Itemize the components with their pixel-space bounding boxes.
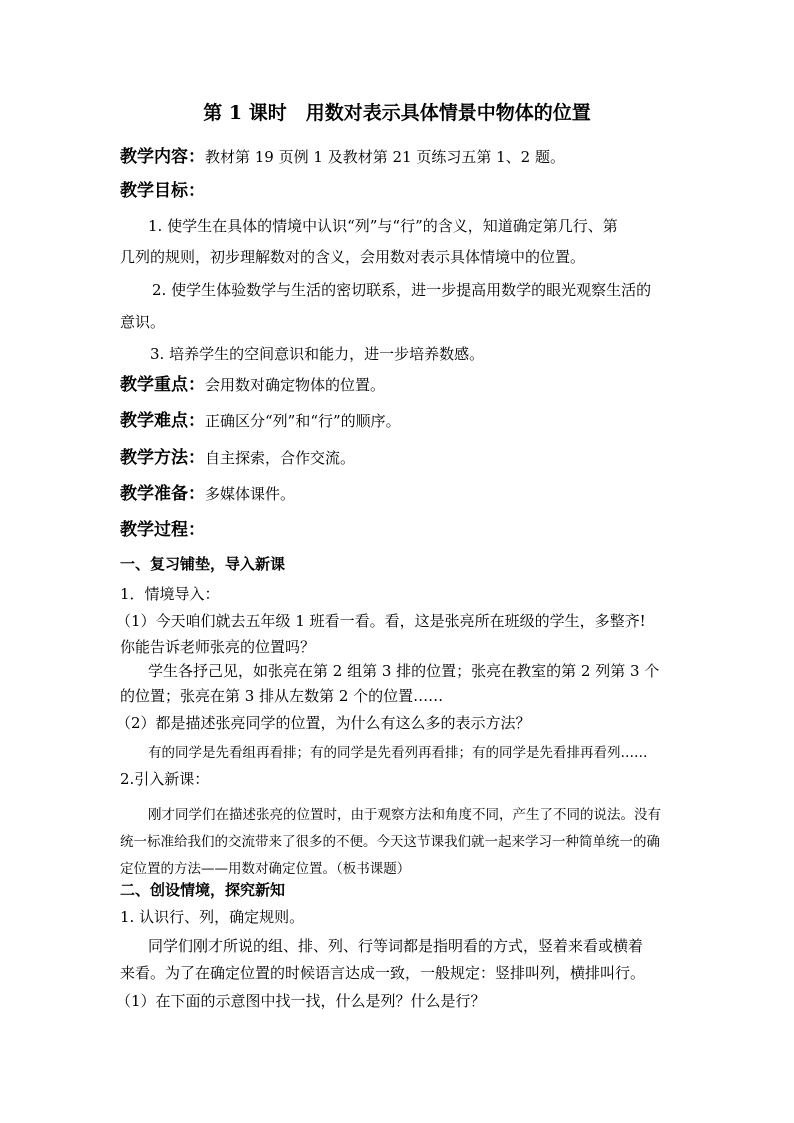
goal-2-line-2: 意识。 bbox=[120, 313, 166, 331]
answer-2: 有的同学是先看组再看排；有的同学是先看列再看排；有的同学是先看排再看列…… bbox=[148, 745, 648, 761]
section-1-step-2: 2.引入新课： bbox=[120, 770, 210, 788]
question-1-line-2: 你能告诉老师张亮的位置吗？ bbox=[120, 638, 316, 656]
section-1-step-1: 1．情境导入： bbox=[120, 585, 220, 603]
preparation-row bbox=[120, 483, 690, 505]
method-row bbox=[120, 447, 690, 469]
section-2-title: 二、创设情境，探究新知 bbox=[120, 881, 286, 899]
intro-paragraph-line-1: 刚才同学们在描述张亮的位置时，由于观察方法和角度不同，产生了不同的说法。没有 bbox=[148, 807, 661, 823]
answer-1-line-1: 学生各抒己见，如张亮在第 2 组第 3 排的位置；张亮在教室的第 2 列第 3 个 bbox=[148, 662, 660, 680]
section-1-title: 一、复习铺垫，导入新课 bbox=[120, 555, 286, 573]
section-2-paragraph-line-2: 来看。为了在确定位置的时候语言达成一致，一般规定：竖排叫列，横排叫行。 bbox=[120, 964, 646, 982]
difficulty-row bbox=[120, 410, 690, 432]
difficulty-label: 教学难点： bbox=[120, 411, 205, 431]
intro-paragraph-line-2: 统一标准给我们的交流带来了很多的不便。今天这节课我们就一起来学习一种简单统一的确 bbox=[120, 834, 660, 850]
goal-3: 3. 培养学生的空间意识和能力，进一步培养数感。 bbox=[150, 345, 485, 363]
answer-1-line-2: 的位置；张亮在第 3 排从左数第 2 个的位置…… bbox=[120, 687, 444, 705]
question-1-line-1: （1）今天咱们就去五年级 1 班看一看。看，这是张亮所在班级的学生，多整齐! bbox=[116, 612, 646, 630]
page-title: 第 1 课时 用数对表示具体情景中物体的位置 bbox=[203, 102, 591, 124]
goal-2-line-1: 2. 使学生体验数学与生活的密切联系，进一步提高用数学的眼光观察生活的 bbox=[152, 281, 652, 299]
key-point-label: 教学重点： bbox=[120, 375, 205, 395]
teaching-content-row bbox=[120, 146, 690, 168]
goal-1-line-2: 几列的规则，初步理解数对的含义，会用数对表示具体情境中的位置。 bbox=[120, 248, 586, 266]
section-2-question-1: （1）在下面的示意图中找一找，什么是列？什么是行？ bbox=[116, 992, 486, 1010]
key-point-text: 会用数对确定物体的位置。 bbox=[205, 376, 386, 394]
question-2: （2）都是描述张亮同学的位置，为什么有这么多的表示方法？ bbox=[116, 714, 531, 732]
preparation-text: 多媒体课件。 bbox=[205, 485, 296, 503]
method-label: 教学方法： bbox=[120, 448, 205, 468]
section-2-paragraph-line-1: 同学们刚才所说的组、排、列、行等词都是指明看的方式，竖着来看或横着 bbox=[148, 937, 644, 955]
teaching-content-label: 教学内容： bbox=[120, 147, 205, 167]
teaching-content-text: 教材第 19 页例 1 及教材第 21 页练习五第 1、2 题。 bbox=[205, 148, 565, 166]
preparation-label: 教学准备： bbox=[120, 484, 205, 504]
goal-1-line-1: 1. 使学生在具体的情境中认识“列”与“行”的含义，知道确定第几行、第 bbox=[148, 217, 618, 235]
key-point-row bbox=[120, 374, 690, 396]
section-2-step-1: 1. 认识行、列，确定规则。 bbox=[120, 908, 305, 926]
intro-paragraph-line-3: 定位置的方法——用数对确定位置。（板书课题） bbox=[120, 861, 411, 877]
teaching-goals-label: 教学目标： bbox=[120, 181, 205, 201]
method-text: 自主探索，合作交流。 bbox=[205, 449, 356, 467]
process-label: 教学过程： bbox=[120, 520, 205, 540]
difficulty-text: 正确区分“列”和“行”的顺序。 bbox=[205, 412, 401, 430]
